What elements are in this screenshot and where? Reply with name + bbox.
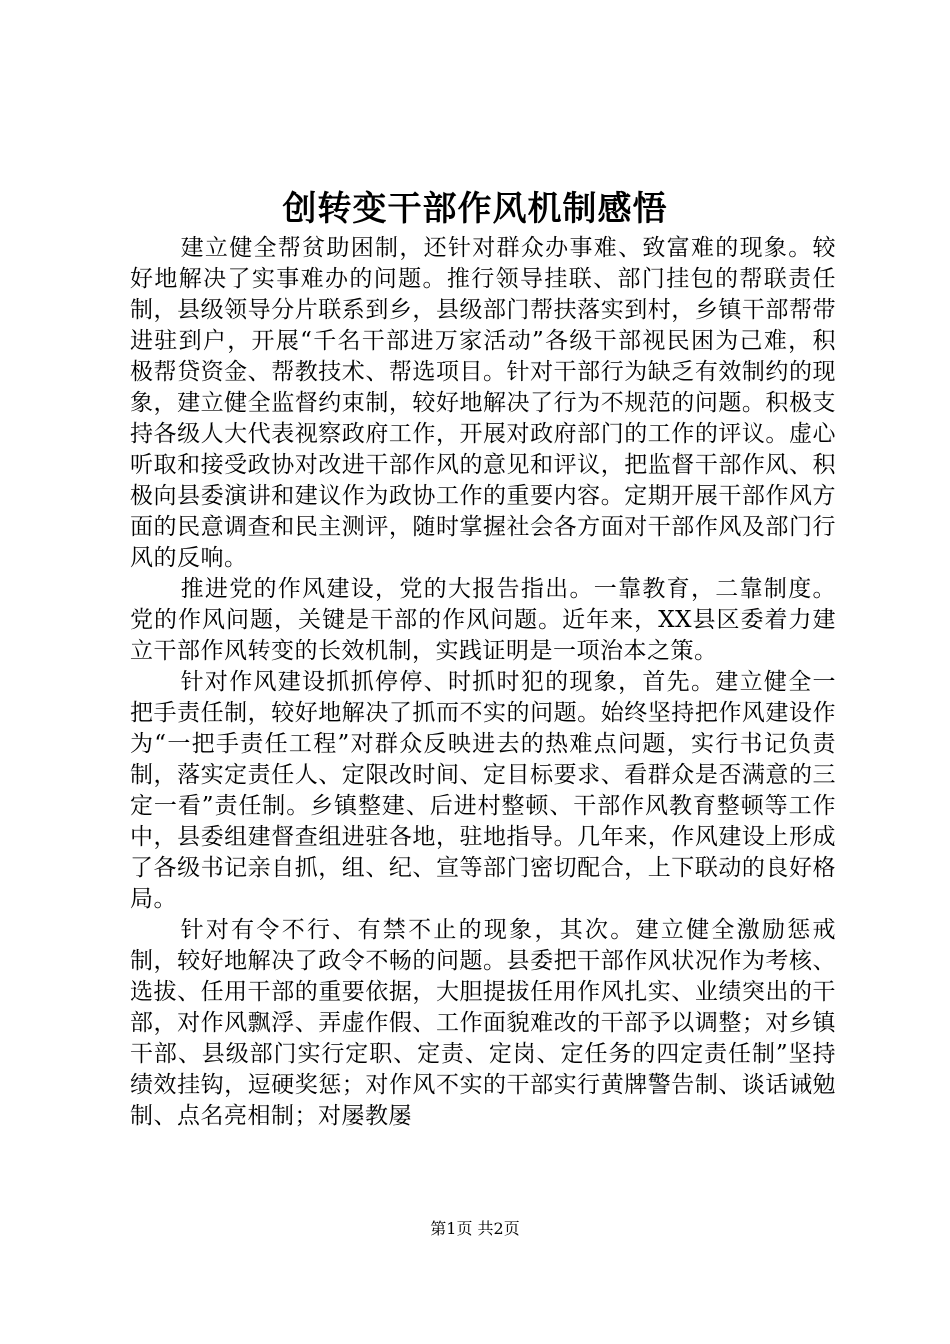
document-body bbox=[130, 233, 836, 1132]
document-title: 创转变干部作风机制感悟 bbox=[282, 189, 668, 229]
page-number: 第1页 共2页 bbox=[430, 1219, 520, 1238]
paragraph-1: 建立健全帮贫助困制，还针对群众办事难、致富难的现象。较好地解决了实事难办的问题。推行领导挂联、部门挂包的帮联责任制，县级领导分片联系到乡，县级部门帮扶落实到村，乡镇干部帮带进驻到户，开展“千名干部进万家活动”各级干部视民困为己难，积极帮贷资金、帮教技术、帮选项目。针对干部行为缺乏有效制约的现象，建立健全监督约束制，较好地解决了行为不规范的问题。积极支持各级人大代表视察政府工作，开展对政府部门的工作的评议。虚心听取和接受政协对改进干部作风的意见和评议，把监督干部作风、积极向县委演讲和建议作为政协工作的重要内容。定期开展干部作风方面的民意调查和民主测评，随时掌握社会各方面对干部作风及部门行风的反响。 bbox=[130, 235, 836, 571]
paragraph-2: 推进党的作风建设，党的大报告指出。一靠教育，二靠制度。党的作风问题，关键是干部的作风问题。近年来，XX县区委着力建立干部作风转变的长效机制，实践证明是一项治本之策。 bbox=[130, 576, 836, 664]
paragraph-3: 针对作风建设抓抓停停、时抓时犯的现象，首先。建立健全一把手责任制，较好地解决了抓而不实的问题。始终坚持把作风建设作为“一把手责任工程”对群众反映进去的热难点问题，实行书记负责制，落实定责任人、定限改时间、定目标要求、看群众是否满意的三定一看”责任制。乡镇整建、后进村整顿、干部作风教育整顿等工作中，县委组建督查组进驻各地，驻地指导。几年来，作风建设上形成了各级书记亲自抓，组、纪、宣等部门密切配合，上下联动的良好格局。 bbox=[130, 669, 836, 912]
paragraph-4: 针对有令不行、有禁不止的现象，其次。建立健全激励惩戒制，较好地解决了政令不畅的问题。县委把干部作风状况作为考核、选拔、任用干部的重要依据，大胆提拔任用作风扎实、业绩突出的干部，对作风飘浮、弄虚作假、工作面貌难改的干部予以调整；对乡镇干部、县级部门实行定职、定责、定岗、定任务的四定责任制”坚持绩效挂钩，逗硬奖惩；对作风不实的干部实行黄牌警告制、谈话诫勉制、点名亮相制；对屡教屡 bbox=[130, 917, 836, 1129]
